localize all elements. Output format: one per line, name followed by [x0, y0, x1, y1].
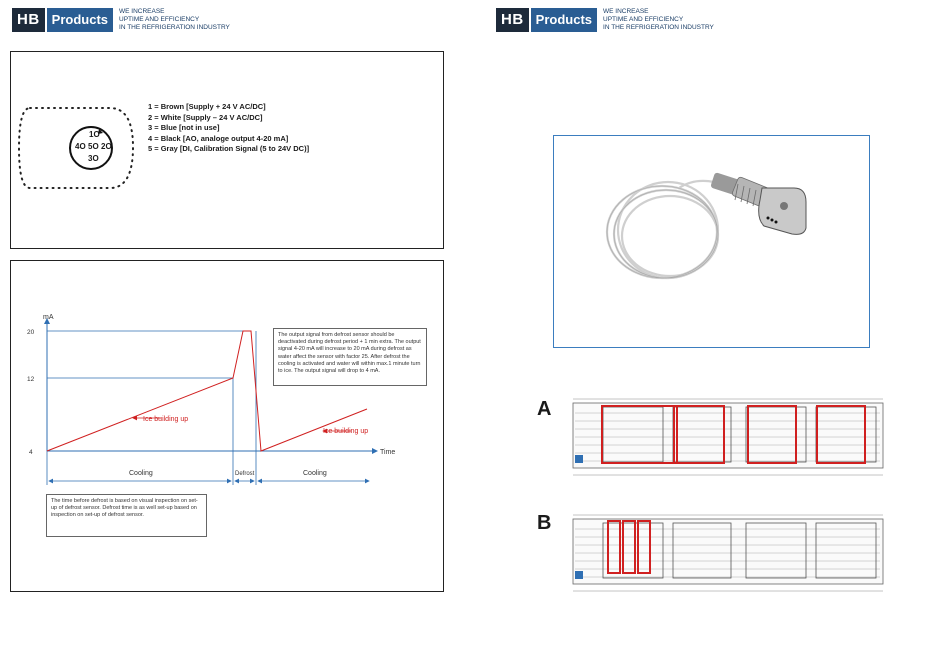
signal-chart [11, 261, 443, 591]
evaporator-diagram-b [570, 513, 890, 597]
evaporator-diagram-a [570, 395, 890, 479]
y-tick-20: 20 [27, 329, 35, 336]
pin-3: 3O [88, 154, 99, 163]
tagline-line: IN THE REFRIGERATION INDUSTRY [119, 24, 230, 31]
logo-products: Products [531, 8, 597, 32]
phase-defrost: Defrost [235, 471, 255, 477]
pin-1: 1O [89, 130, 100, 139]
signal-chart-panel [10, 260, 444, 592]
product-photo-frame [553, 135, 870, 348]
y-tick-12: 12 [27, 376, 35, 383]
phase-cooling-2: Cooling [303, 470, 327, 477]
tagline-line: UPTIME AND EFFICIENCY [603, 16, 684, 23]
brand-tagline [603, 8, 733, 32]
tagline-line: WE INCREASE [603, 8, 649, 15]
y-axis-label: mA [43, 314, 54, 321]
legend-item: 4 = Black [AO, analoge output 4-20 mA] [148, 133, 289, 143]
y-tick-4: 4 [29, 449, 33, 456]
wiring-legend [148, 102, 309, 155]
legend-item: 1 = Brown [Supply + 24 V AC/DC] [148, 102, 266, 111]
wiring-panel [10, 51, 444, 249]
legend-item: 2 = White [Supply – 24 V AC/DC] [148, 112, 263, 122]
pin-2: 2O [101, 142, 112, 151]
brand-logo-left [12, 8, 249, 32]
diagram-label-a: A [537, 398, 552, 420]
annotation-ice-2: Ice building up [323, 428, 369, 435]
pin-5: 5O [88, 142, 99, 151]
chart-note-bottom: The time before defrost is based on visual inspection on set-up of defrost sensor. Defrost time is as well set-up based on inspection on set-up of defrost sensor. [46, 494, 207, 537]
connector-outline [15, 102, 145, 202]
phase-cooling-1: Cooling [129, 470, 153, 477]
brand-logo-right [496, 8, 733, 32]
legend-item: 5 = Gray [DI, Calibration Signal (5 to 24V DC)] [148, 144, 310, 153]
defrost-sensor-image [554, 136, 869, 347]
tagline-line: UPTIME AND EFFICIENCY [119, 16, 200, 23]
logo-hb: HB [12, 8, 45, 32]
brand-tagline [119, 8, 249, 32]
logo-products: Products [47, 8, 113, 32]
pin-4: 4O [75, 142, 86, 151]
tagline-line: IN THE REFRIGERATION INDUSTRY [603, 24, 714, 31]
tagline-line: WE INCREASE [119, 8, 165, 15]
diagram-label-b: B [537, 512, 552, 534]
annotation-ice-1: Ice building up [143, 416, 189, 423]
legend-item: 3 = Blue [not in use] [148, 123, 220, 132]
chart-note-right: The output signal from defrost sensor should be deactivated during defrost period + 1 min extra. The output signal 4-20 mA will increase to 20 mA during defrost as water affect the sensor with factor 25. After defrost the cooling is activated and water will within max.1 minute turn to ice. The output signal will drop to 4 mA. [273, 328, 427, 386]
x-axis-label: Time [380, 449, 396, 456]
logo-hb: HB [496, 8, 529, 32]
